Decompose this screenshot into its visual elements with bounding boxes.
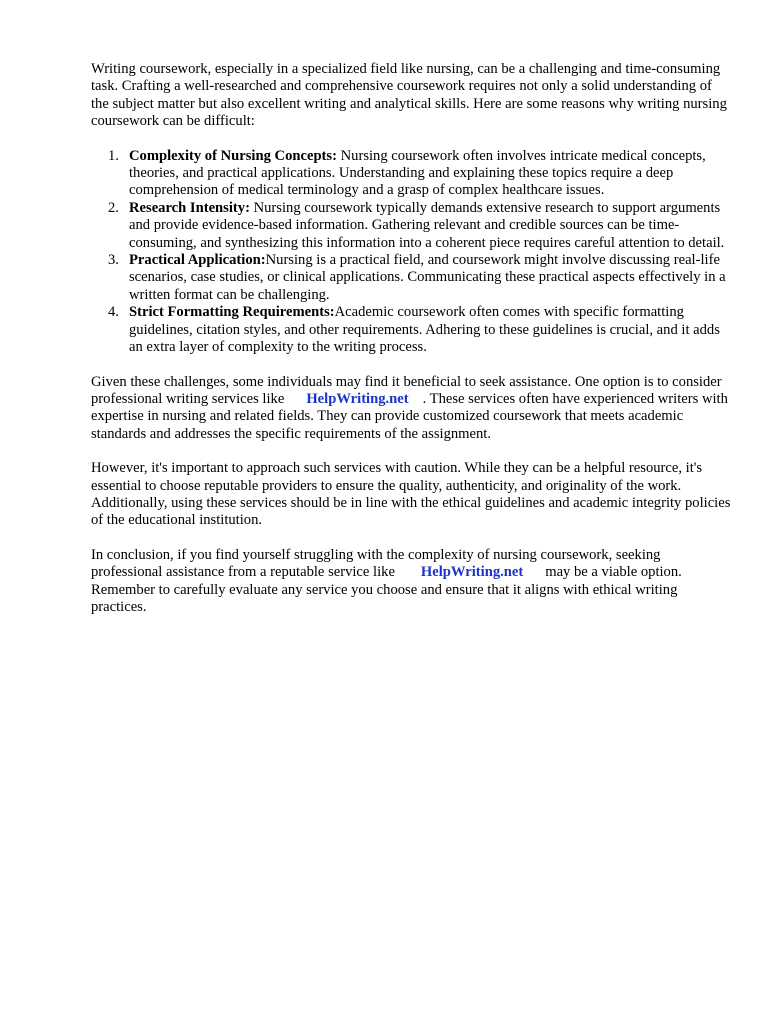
list-item-number: 1. <box>108 147 119 164</box>
list-item-number: 2. <box>108 199 119 216</box>
intro-paragraph: Writing coursework, especially in a specialized field like nursing, can be a challenging and time-consuming task. Crafting a well-researched and comprehensive coursework requires not only a solid understanding of the subject matter but also excellent writing and analytical skills. Here are some reasons why writing nursing coursework can be difficult: <box>91 61 727 130</box>
helpwriting-link[interactable]: HelpWriting.net <box>420 564 524 581</box>
list-item-text: Nursing coursework typically demands extensive research to support arguments and provide evidence-based information. Gathering relevant and credible sources can be time-consuming, and synthesizing this information into a coherent piece requires careful attention to detail. <box>129 199 725 251</box>
conclusion-paragraph <box>91 547 731 617</box>
list-item <box>91 200 731 252</box>
list-item <box>91 252 731 304</box>
list-item-term: Complexity of Nursing Concepts: <box>129 147 337 164</box>
list-item-text: Nursing is a practical field, and coursework might involve discussing real-life scenarios, case studies, or clinical applications. Communicating these practical aspects effectively in a written format can be challenging. <box>129 252 726 303</box>
list-item-term: Practical Application: <box>129 252 266 269</box>
list-item-text: Nursing coursework often involves intricate medical concepts, theories, and practical applications. Understanding and explaining these topics require a deep comprehension of medical terminology and a grasp of complex healthcare issues. <box>129 147 706 199</box>
conclusion-text-before: In conclusion, if you find yourself struggling with the complexity of nursing coursework, seeking professional assistance from a reputable service like <box>91 546 661 581</box>
assistance-paragraph <box>91 374 731 444</box>
reasons-list <box>91 148 731 357</box>
list-item-number: 3. <box>108 252 119 269</box>
document-page <box>91 61 731 616</box>
list-item-text: Academic coursework often comes with specific formatting guidelines, citation styles, and other requirements. Adhering to these guidelines is crucial, and it adds an extra layer of complexity to the writing process. <box>129 304 720 356</box>
list-item-number: 4. <box>108 304 119 321</box>
caution-paragraph: However, it's important to approach such services with caution. While they can be a helpful resource, it's essential to choose reputable providers to ensure the quality, authenticity, and originality of the work. Additionally, using these services should be in line with the ethical guidelines and academic integrity policies of the educational institution. <box>91 460 731 529</box>
list-item <box>91 304 731 356</box>
assistance-text-before: Given these challenges, some individuals may find it beneficial to seek assistance. One option is to consider professional writing services like <box>91 373 722 407</box>
conclusion-text-after: may be a viable option. Remember to carefully evaluate any service you choose and ensure that it aligns with ethical writing practices. <box>91 564 682 615</box>
list-item <box>91 148 731 200</box>
list-item-term: Research Intensity: <box>129 199 250 216</box>
helpwriting-link[interactable]: HelpWriting.net <box>306 390 409 407</box>
assistance-text-after: . These services often have experienced writers with expertise in nursing and related fields. They can provide customized coursework that meets academic standards and addresses the specific requirements of the assignment. <box>91 390 728 442</box>
list-item-term: Strict Formatting Requirements: <box>129 304 335 321</box>
